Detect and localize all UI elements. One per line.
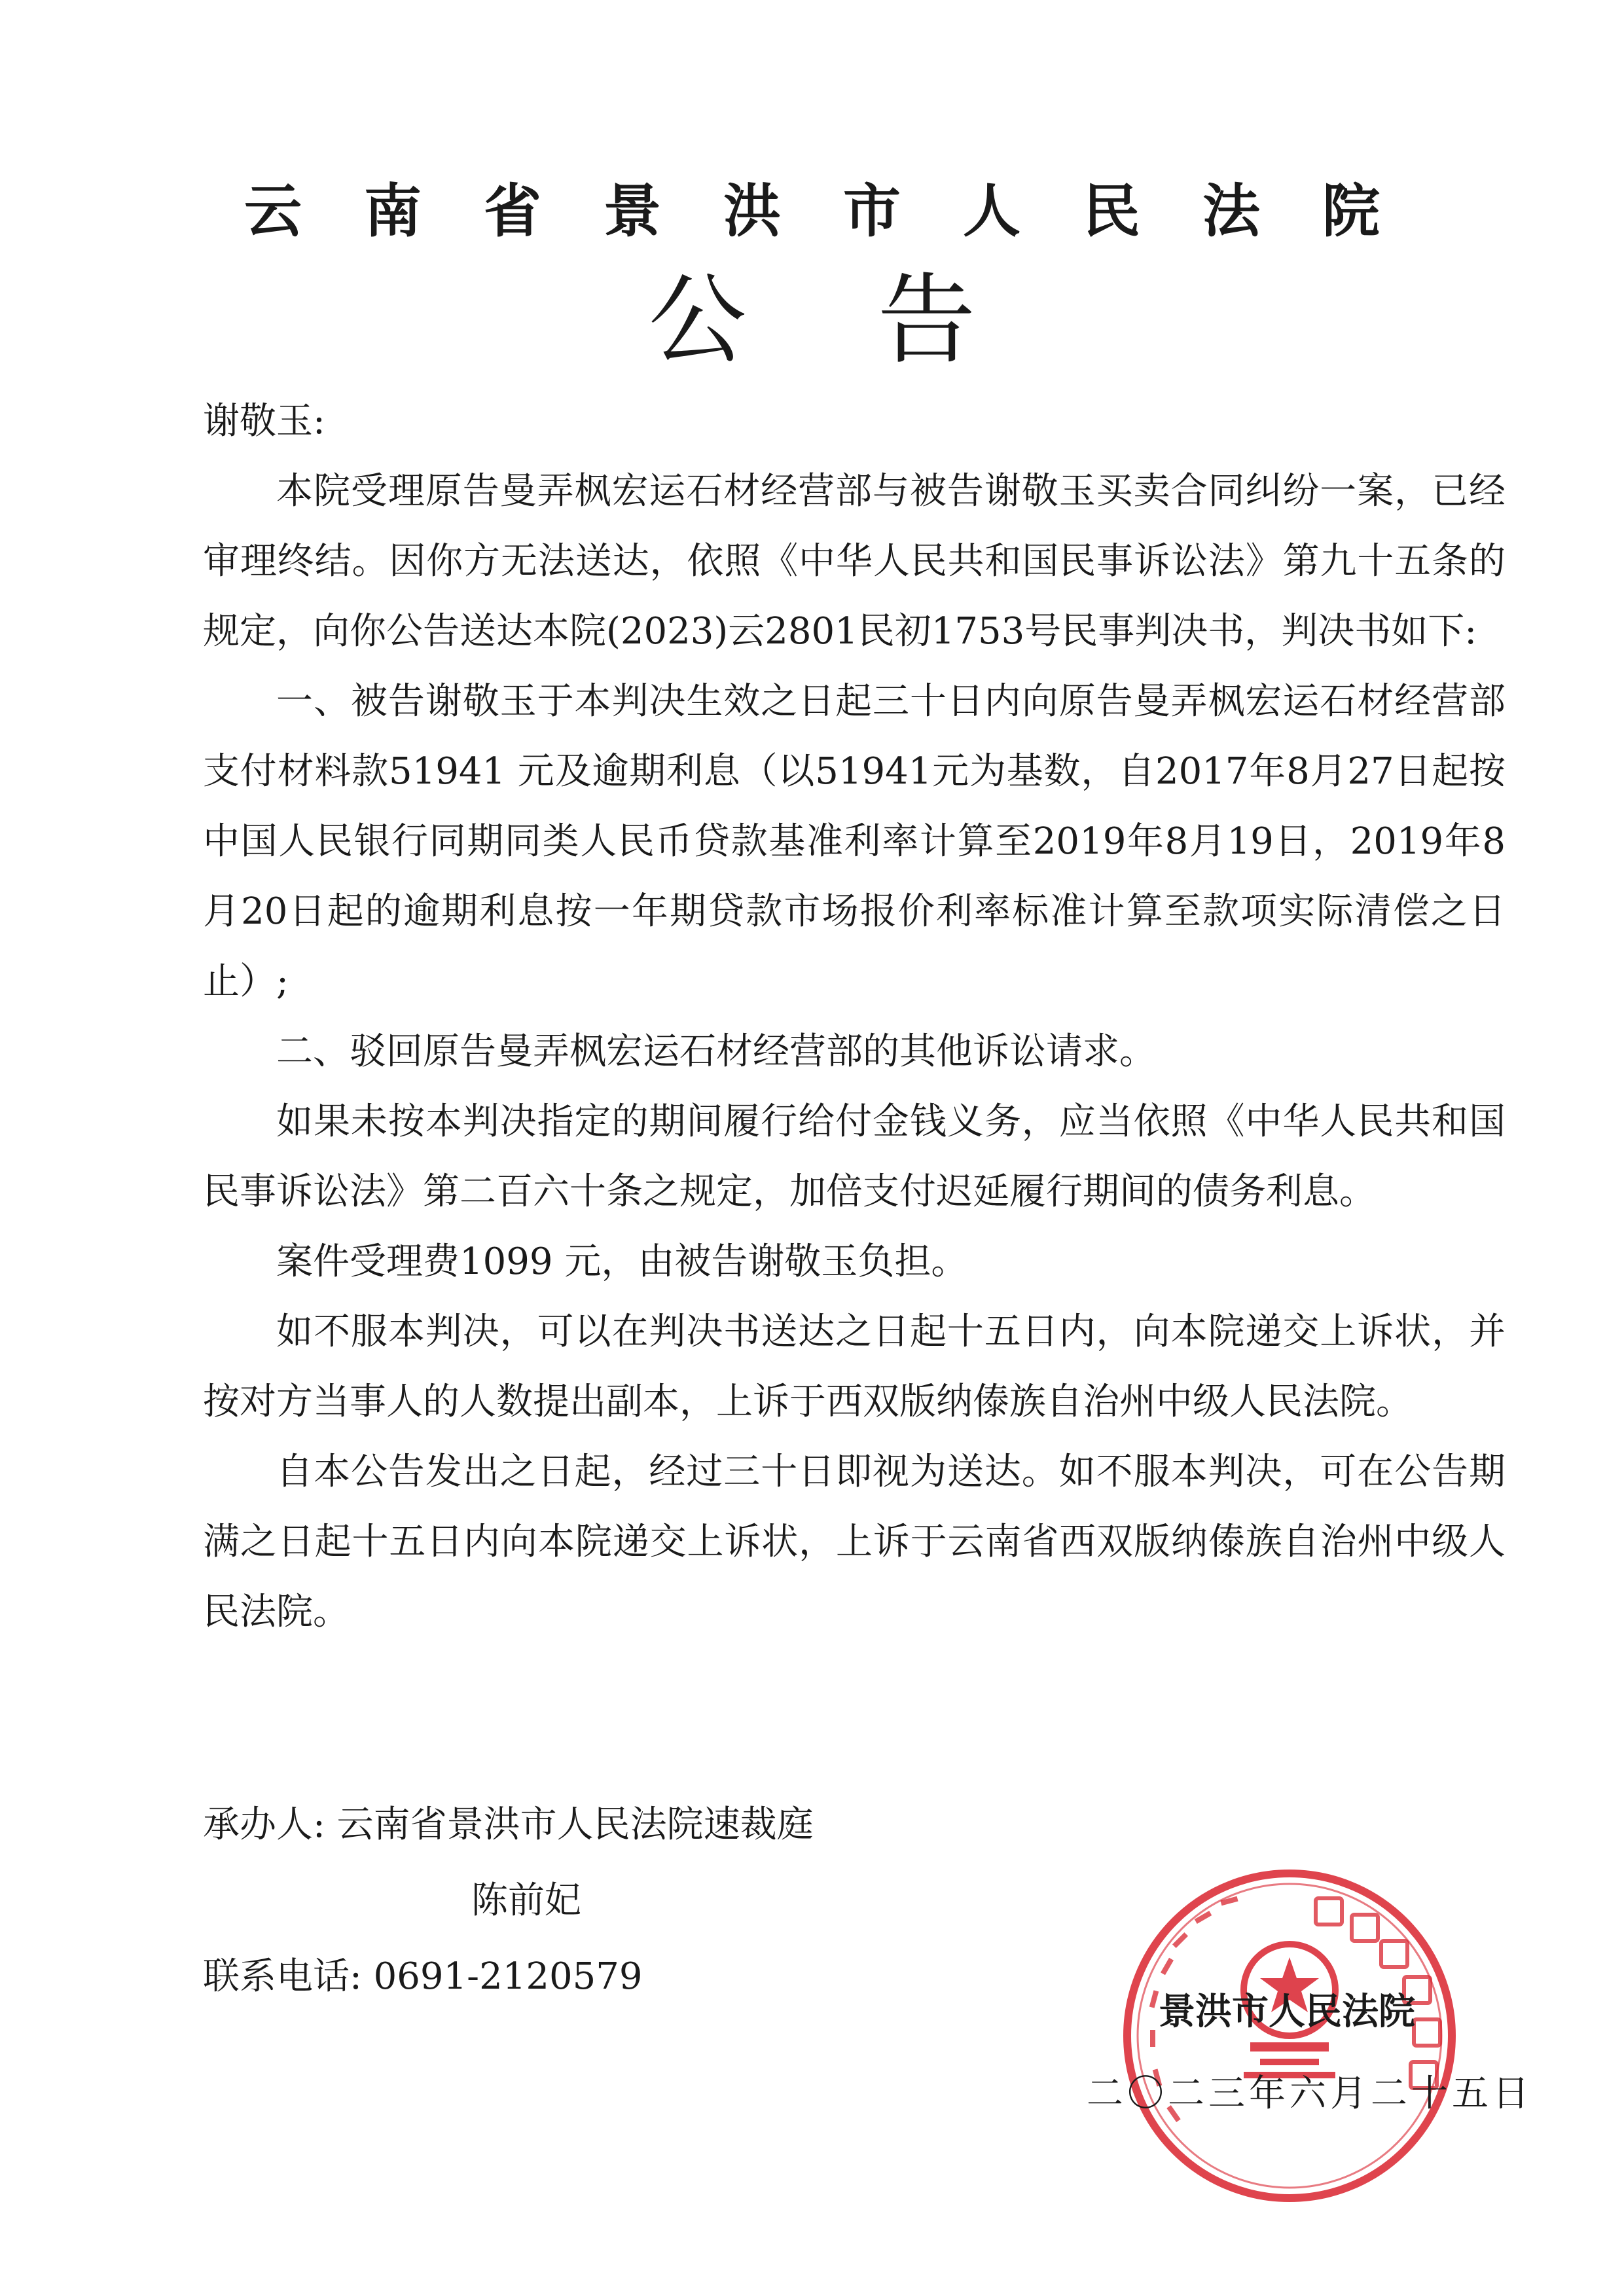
handler-name: 陈前妃 [471,1879,581,1922]
court-name-heading: 云南省景洪市人民法院 [244,177,1442,245]
document-title: 公告 [648,264,1107,378]
paragraph-appeal: 如不服本判决，可以在判决书送达之日起十五日内，向本院递交上诉状，并按对方当事人的人数提出副本，上诉于西双版纳傣族自治州中级人民法院。 [203,1310,1506,1423]
notice-body [203,386,1506,1647]
paragraph-court-fee: 案件受理费1099 元，由被告谢敬玉负担。 [276,1240,968,1283]
paragraph-judgment-item-2: 二、驳回原告曼弄枫宏运石材经营部的其他诉讼请求。 [276,1030,1156,1073]
paragraph-service-notice: 自本公告发出之日起，经过三十日即视为送达。如不服本判决，可在公告期满之日起十五日内向本院递交上诉状，上诉于云南省西双版纳傣族自治州中级人民法院。 [203,1451,1506,1633]
court-seal-icon [1119,1866,1460,2206]
signing-date: 二〇二三年六月二十五日 [1087,2072,1533,2115]
paragraph-judgment-item-1: 一、被告谢敬玉于本判决生效之日起三十日内向原告曼弄枫宏运石材经营部支付材料款51941 元及逾期利息（以51941元为基数，自2017年8月27日起按中国人民银行同期同类人民币贷款基准利率计算至2019年8月19日，2019年8月20日起的逾期利息按一年期贷款市场报价利率标准计算至款项实际清偿之日止）; [203,680,1506,1003]
phone-line: 联系电话: 0691-2120579 [203,1955,643,1998]
paragraph-late-payment: 如果未按本判决指定的期间履行给付金钱义务，应当依照《中华人民共和国民事诉讼法》第二百六十条之规定，加倍支付迟延履行期间的债务利息。 [203,1100,1506,1213]
addressee: 谢敬玉: [203,400,325,443]
paragraph-acceptance: 本院受理原告曼弄枫宏运石材经营部与被告谢敬玉买卖合同纠纷一案，已经审理终结。因你方无法送达，依照《中华人民共和国民事诉讼法》第九十五条的规定，向你公告送达本院(2023)云2801民初1753号民事判决书，判决书如下: [203,470,1506,653]
handler-line: 承办人: 云南省景洪市人民法院速裁庭 [203,1803,814,1846]
signing-court: 景洪市人民法院 [1159,1990,1415,2033]
